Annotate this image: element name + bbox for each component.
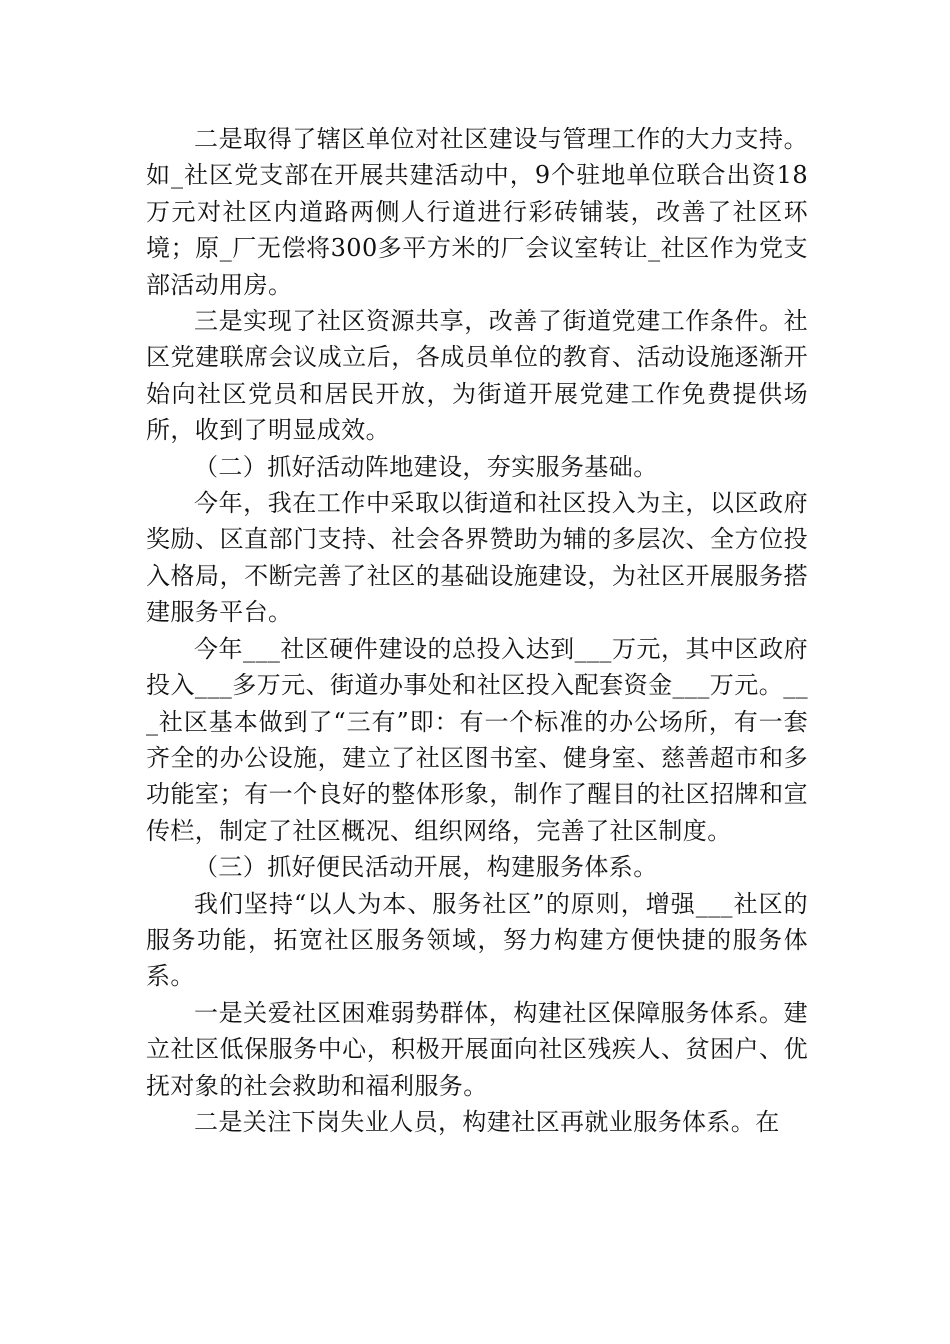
- document-body: [146, 121, 808, 1140]
- paragraph-hardware-investment: 今年___社区硬件建设的总投入达到___万元，其中区政府投入___多万元、街道办事处和社区投入配套资金___万元。___社区基本做到了“三有”即：有一个标准的办公场所，有一套齐全的办公设施，建立了社区图书室、健身室、慈善超市和多功能室；有一个良好的整体形象，制作了醒目的社区招牌和宣传栏，制定了社区概况、组织网络，完善了社区制度。: [146, 634, 808, 845]
- section-heading-3: （三）抓好便民活动开展，构建服务体系。: [194, 853, 658, 882]
- paragraph-service-principle: 我们坚持“以人为本、服务社区”的原则，增强___社区的服务功能，拓宽社区服务领域，努力构建方便快捷的服务体系。: [146, 889, 808, 991]
- paragraph-resource-support: 二是取得了辖区单位对社区建设与管理工作的大力支持。如_社区党支部在开展共建活动中，9个驻地单位联合出资18万元对社区内道路两侧人行道进行彩砖铺装，改善了社区环境；原_厂无偿将300多平方米的厂会议室转让_社区作为党支部活动用房。: [146, 125, 808, 299]
- paragraph-reemployment: 二是关注下岗失业人员，构建社区再就业服务体系。在: [194, 1107, 780, 1136]
- paragraph-investment-pattern: 今年，我在工作中采取以街道和社区投入为主，以区政府奖励、区直部门支持、社会各界赞助为辅的多层次、全方位投入格局，不断完善了社区的基础设施建设，为社区开展服务搭建服务平台。: [146, 489, 808, 627]
- paragraph-vulnerable-groups: 一是关爱社区困难弱势群体，构建社区保障服务体系。建立社区低保服务中心，积极开展面向社区残疾人、贫困户、优抚对象的社会救助和福利服务。: [146, 998, 808, 1100]
- section-heading-2: （二）抓好活动阵地建设，夯实服务基础。: [194, 452, 658, 481]
- paragraph-resource-sharing: 三是实现了社区资源共享，改善了街道党建工作条件。社区党建联席会议成立后，各成员单位的教育、活动设施逐渐开始向社区党员和居民开放，为街道开展党建工作免费提供场所，收到了明显成效。: [146, 307, 808, 445]
